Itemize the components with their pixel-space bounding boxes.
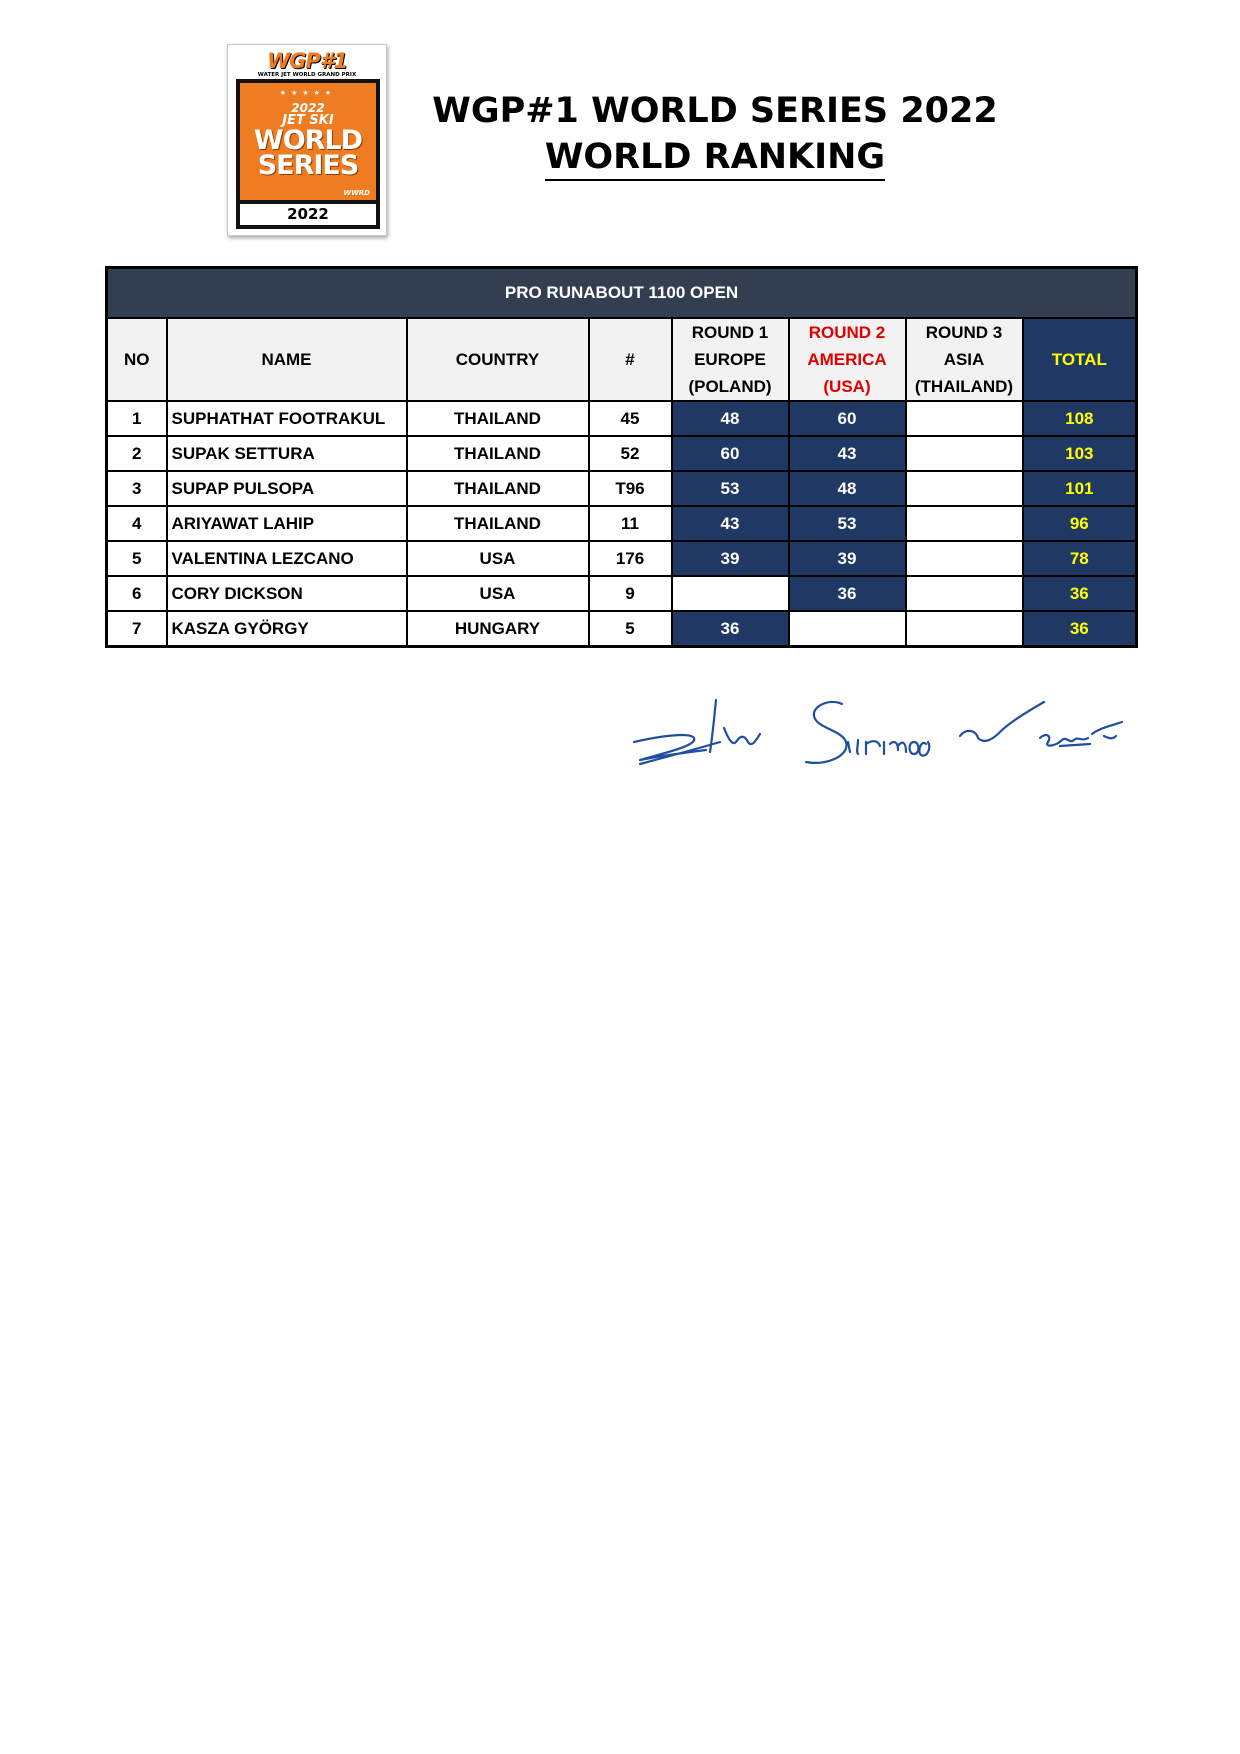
cell-name: CORY DICKSON bbox=[167, 576, 407, 611]
header-round1-line: ROUND 1 bbox=[691, 323, 769, 342]
cell-number: T96 bbox=[589, 471, 672, 506]
cell-name: KASZA GYÖRGY bbox=[167, 611, 407, 647]
header-total: TOTAL bbox=[1023, 318, 1137, 401]
cell-round2: 53 bbox=[789, 506, 906, 541]
cell-name: VALENTINA LEZCANO bbox=[167, 541, 407, 576]
signature-1 bbox=[634, 700, 760, 764]
header-round1-line: EUROPE bbox=[694, 350, 766, 369]
cell-total: 36 bbox=[1023, 611, 1137, 647]
header-name: NAME bbox=[167, 318, 407, 401]
cell-total: 78 bbox=[1023, 541, 1137, 576]
cell-round2: 60 bbox=[789, 401, 906, 436]
cell-number: 11 bbox=[589, 506, 672, 541]
category-title: PRO RUNABOUT 1100 OPEN bbox=[107, 268, 1137, 319]
cell-total: 108 bbox=[1023, 401, 1137, 436]
header-round3-line: ROUND 3 bbox=[925, 323, 1003, 342]
logo-org: WWRD bbox=[343, 189, 370, 197]
cell-round2: 36 bbox=[789, 576, 906, 611]
cell-country: USA bbox=[407, 576, 589, 611]
cell-country: THAILAND bbox=[407, 471, 589, 506]
header-round3-line: ASIA bbox=[943, 350, 985, 369]
logo-jet-ski: JET SKI bbox=[282, 113, 334, 128]
header-round3-line: (THAILAND) bbox=[914, 377, 1014, 396]
title-line2: WORLD RANKING bbox=[545, 135, 885, 181]
cell-round2: 43 bbox=[789, 436, 906, 471]
cell-round1: 39 bbox=[672, 541, 789, 576]
cell-no: 1 bbox=[107, 401, 167, 436]
signature-4 bbox=[1040, 722, 1122, 746]
cell-round2: 48 bbox=[789, 471, 906, 506]
cell-name: ARIYAWAT LAHIP bbox=[167, 506, 407, 541]
cell-round1: 60 bbox=[672, 436, 789, 471]
header-number: # bbox=[589, 318, 672, 401]
cell-no: 7 bbox=[107, 611, 167, 647]
logo-year: 2022 bbox=[240, 204, 376, 225]
signature-3 bbox=[960, 702, 1044, 741]
cell-round2: 39 bbox=[789, 541, 906, 576]
cell-round1: 36 bbox=[672, 611, 789, 647]
header-round2-line: (USA) bbox=[823, 377, 871, 396]
cell-country: THAILAND bbox=[407, 506, 589, 541]
cell-name: SUPAK SETTURA bbox=[167, 436, 407, 471]
title-line1: WGP#1 WORLD SERIES 2022 bbox=[432, 91, 998, 131]
header-no: NO bbox=[107, 318, 167, 401]
logo-stars-icon: ★★★★★ bbox=[279, 90, 337, 97]
cell-country: HUNGARY bbox=[407, 611, 589, 647]
header-round2-line: AMERICA bbox=[807, 350, 887, 369]
cell-country: THAILAND bbox=[407, 401, 589, 436]
cell-country: THAILAND bbox=[407, 436, 589, 471]
logo-series: SERIES bbox=[257, 150, 359, 181]
logo-world: WORLD bbox=[253, 125, 363, 156]
header-round2-line: ROUND 2 bbox=[808, 323, 886, 342]
cell-name: SUPAP PULSOPA bbox=[167, 471, 407, 506]
cell-total: 36 bbox=[1023, 576, 1137, 611]
logo-brand: WGP#1 bbox=[266, 49, 347, 73]
header-country: COUNTRY bbox=[407, 318, 589, 401]
cell-total: 101 bbox=[1023, 471, 1137, 506]
logo-tagline: WATER JET WORLD GRAND PRIX bbox=[257, 72, 357, 78]
cell-no: 5 bbox=[107, 541, 167, 576]
header-round1-line: (POLAND) bbox=[688, 377, 772, 396]
cell-number: 176 bbox=[589, 541, 672, 576]
cell-round1: 43 bbox=[672, 506, 789, 541]
cell-round1: 53 bbox=[672, 471, 789, 506]
cell-name: SUPHATHAT FOOTRAKUL bbox=[167, 401, 407, 436]
cell-total: 96 bbox=[1023, 506, 1137, 541]
logo-year-small: 2022 bbox=[291, 101, 325, 115]
cell-no: 6 bbox=[107, 576, 167, 611]
cell-number: 52 bbox=[589, 436, 672, 471]
cell-number: 5 bbox=[589, 611, 672, 647]
signatures bbox=[0, 0, 1240, 800]
cell-number: 45 bbox=[589, 401, 672, 436]
signature-2 bbox=[806, 702, 929, 763]
cell-no: 2 bbox=[107, 436, 167, 471]
cell-country: USA bbox=[407, 541, 589, 576]
cell-no: 3 bbox=[107, 471, 167, 506]
cell-total: 103 bbox=[1023, 436, 1137, 471]
cell-round1: 48 bbox=[672, 401, 789, 436]
cell-number: 9 bbox=[589, 576, 672, 611]
cell-no: 4 bbox=[107, 506, 167, 541]
